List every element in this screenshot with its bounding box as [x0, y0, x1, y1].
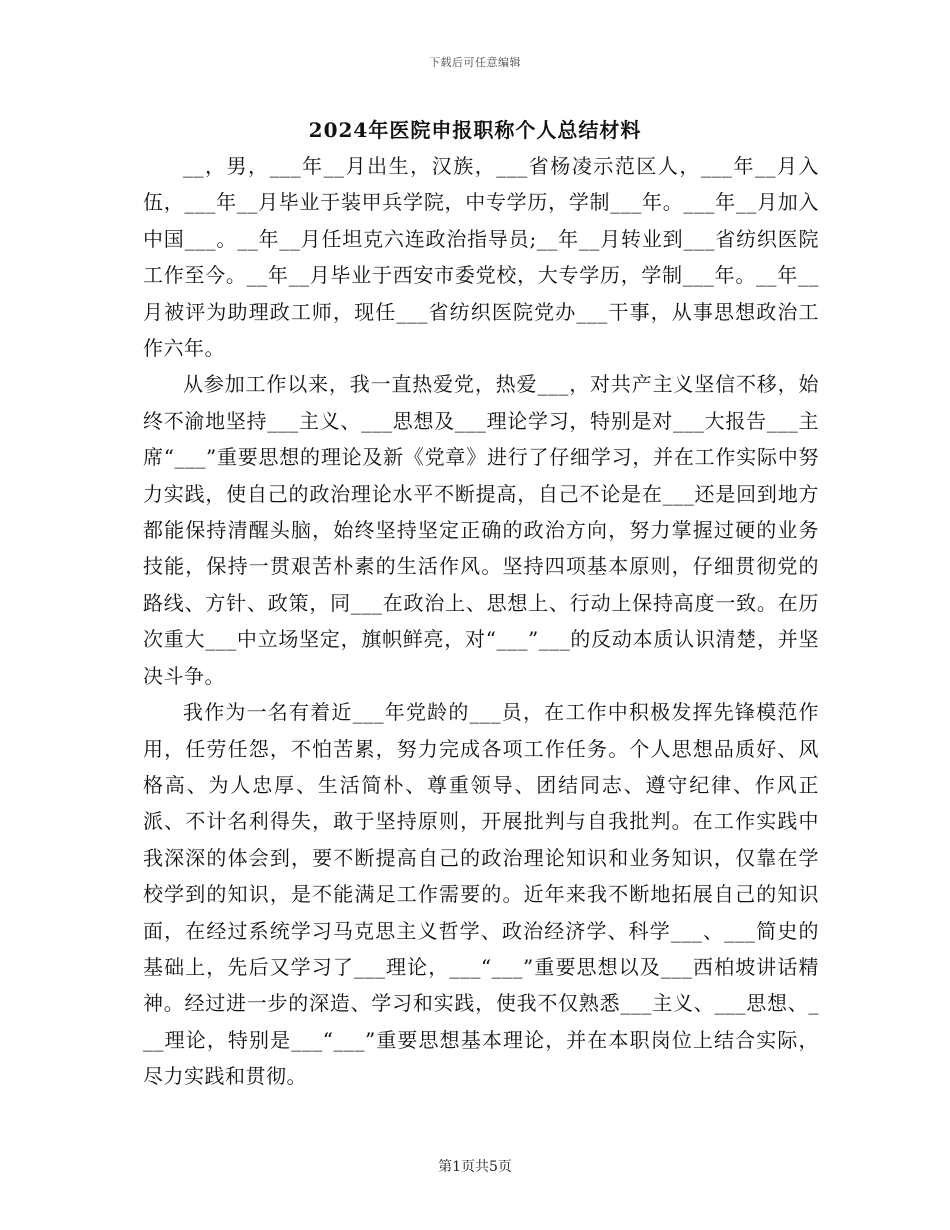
header-note: 下载后可任意编辑: [429, 56, 521, 69]
paragraph-1: __，男，___年__月出生，汉族，___省杨凌示范区人，___年__月入伍，___年__月毕业于装甲兵学院，中专学历，学制___年。___年__月加入中国___。__年__月任坦克六连政治指导员;__年__月转业到___省纺织医院工作至今。__年__月毕业于西安市委党校，大专学历，学制___年。__年__月被评为助理政工师，现任___省纺织医院党办___干事，从事思想政治工作六年。: [143, 154, 819, 361]
paragraph-3: 我作为一名有着近___年党龄的___员，在工作中积极发挥先锋模范作用，任劳任怨，不怕苦累，努力完成各项工作任务。个人思想品质好、风格高、为人忠厚、生活简朴、尊重领导、团结同志、遵守纪律、作风正派、不计名利得失，敢于坚持原则，开展批判与自我批判。在工作实践中我深深的体会到，要不断提高自己的政治理论知识和业务知识，仅靠在学校学到的知识，是不能满足工作需要的。近年来我不断地拓展自己的知识面，在经过系统学习马克思主义哲学、政治经济学、科学___、___简史的基础上，先后又学习了___理论，___“___”重要思想以及___西柏坡讲话精神。经过进一步的深造、学习和实践，使我不仅熟悉___主义、___思想、___理论，特别是___“___”重要思想基本理论，并在本职岗位上结合实际，尽力实践和贯彻。: [143, 700, 819, 1089]
document-title: 2024年医院申报职称个人总结材料: [308, 118, 642, 142]
document-body: [143, 148, 819, 1095]
paragraph-2: 从参加工作以来，我一直热爱党，热爱___，对共产主义坚信不移，始终不渝地坚持___主义、___思想及___理论学习，特别是对___大报告___主席“___”重要思想的理论及新《党章》进行了仔细学习，并在工作实际中努力实践，使自己的政治理论水平不断提高，自己不论是在___还是回到地方都能保持清醒头脑，始终坚持坚定正确的政治方向，努力掌握过硬的业务技能，保持一贯艰苦朴素的生活作风。坚持四项基本原则，仔细贯彻党的路线、方针、政策，同___在政治上、思想上、行动上保持高度一致。在历次重大___中立场坚定，旗帜鲜亮，对“___”___的反动本质认识清楚，并坚决斗争。: [143, 372, 819, 688]
page-number: 第1页共5页: [438, 1159, 512, 1175]
